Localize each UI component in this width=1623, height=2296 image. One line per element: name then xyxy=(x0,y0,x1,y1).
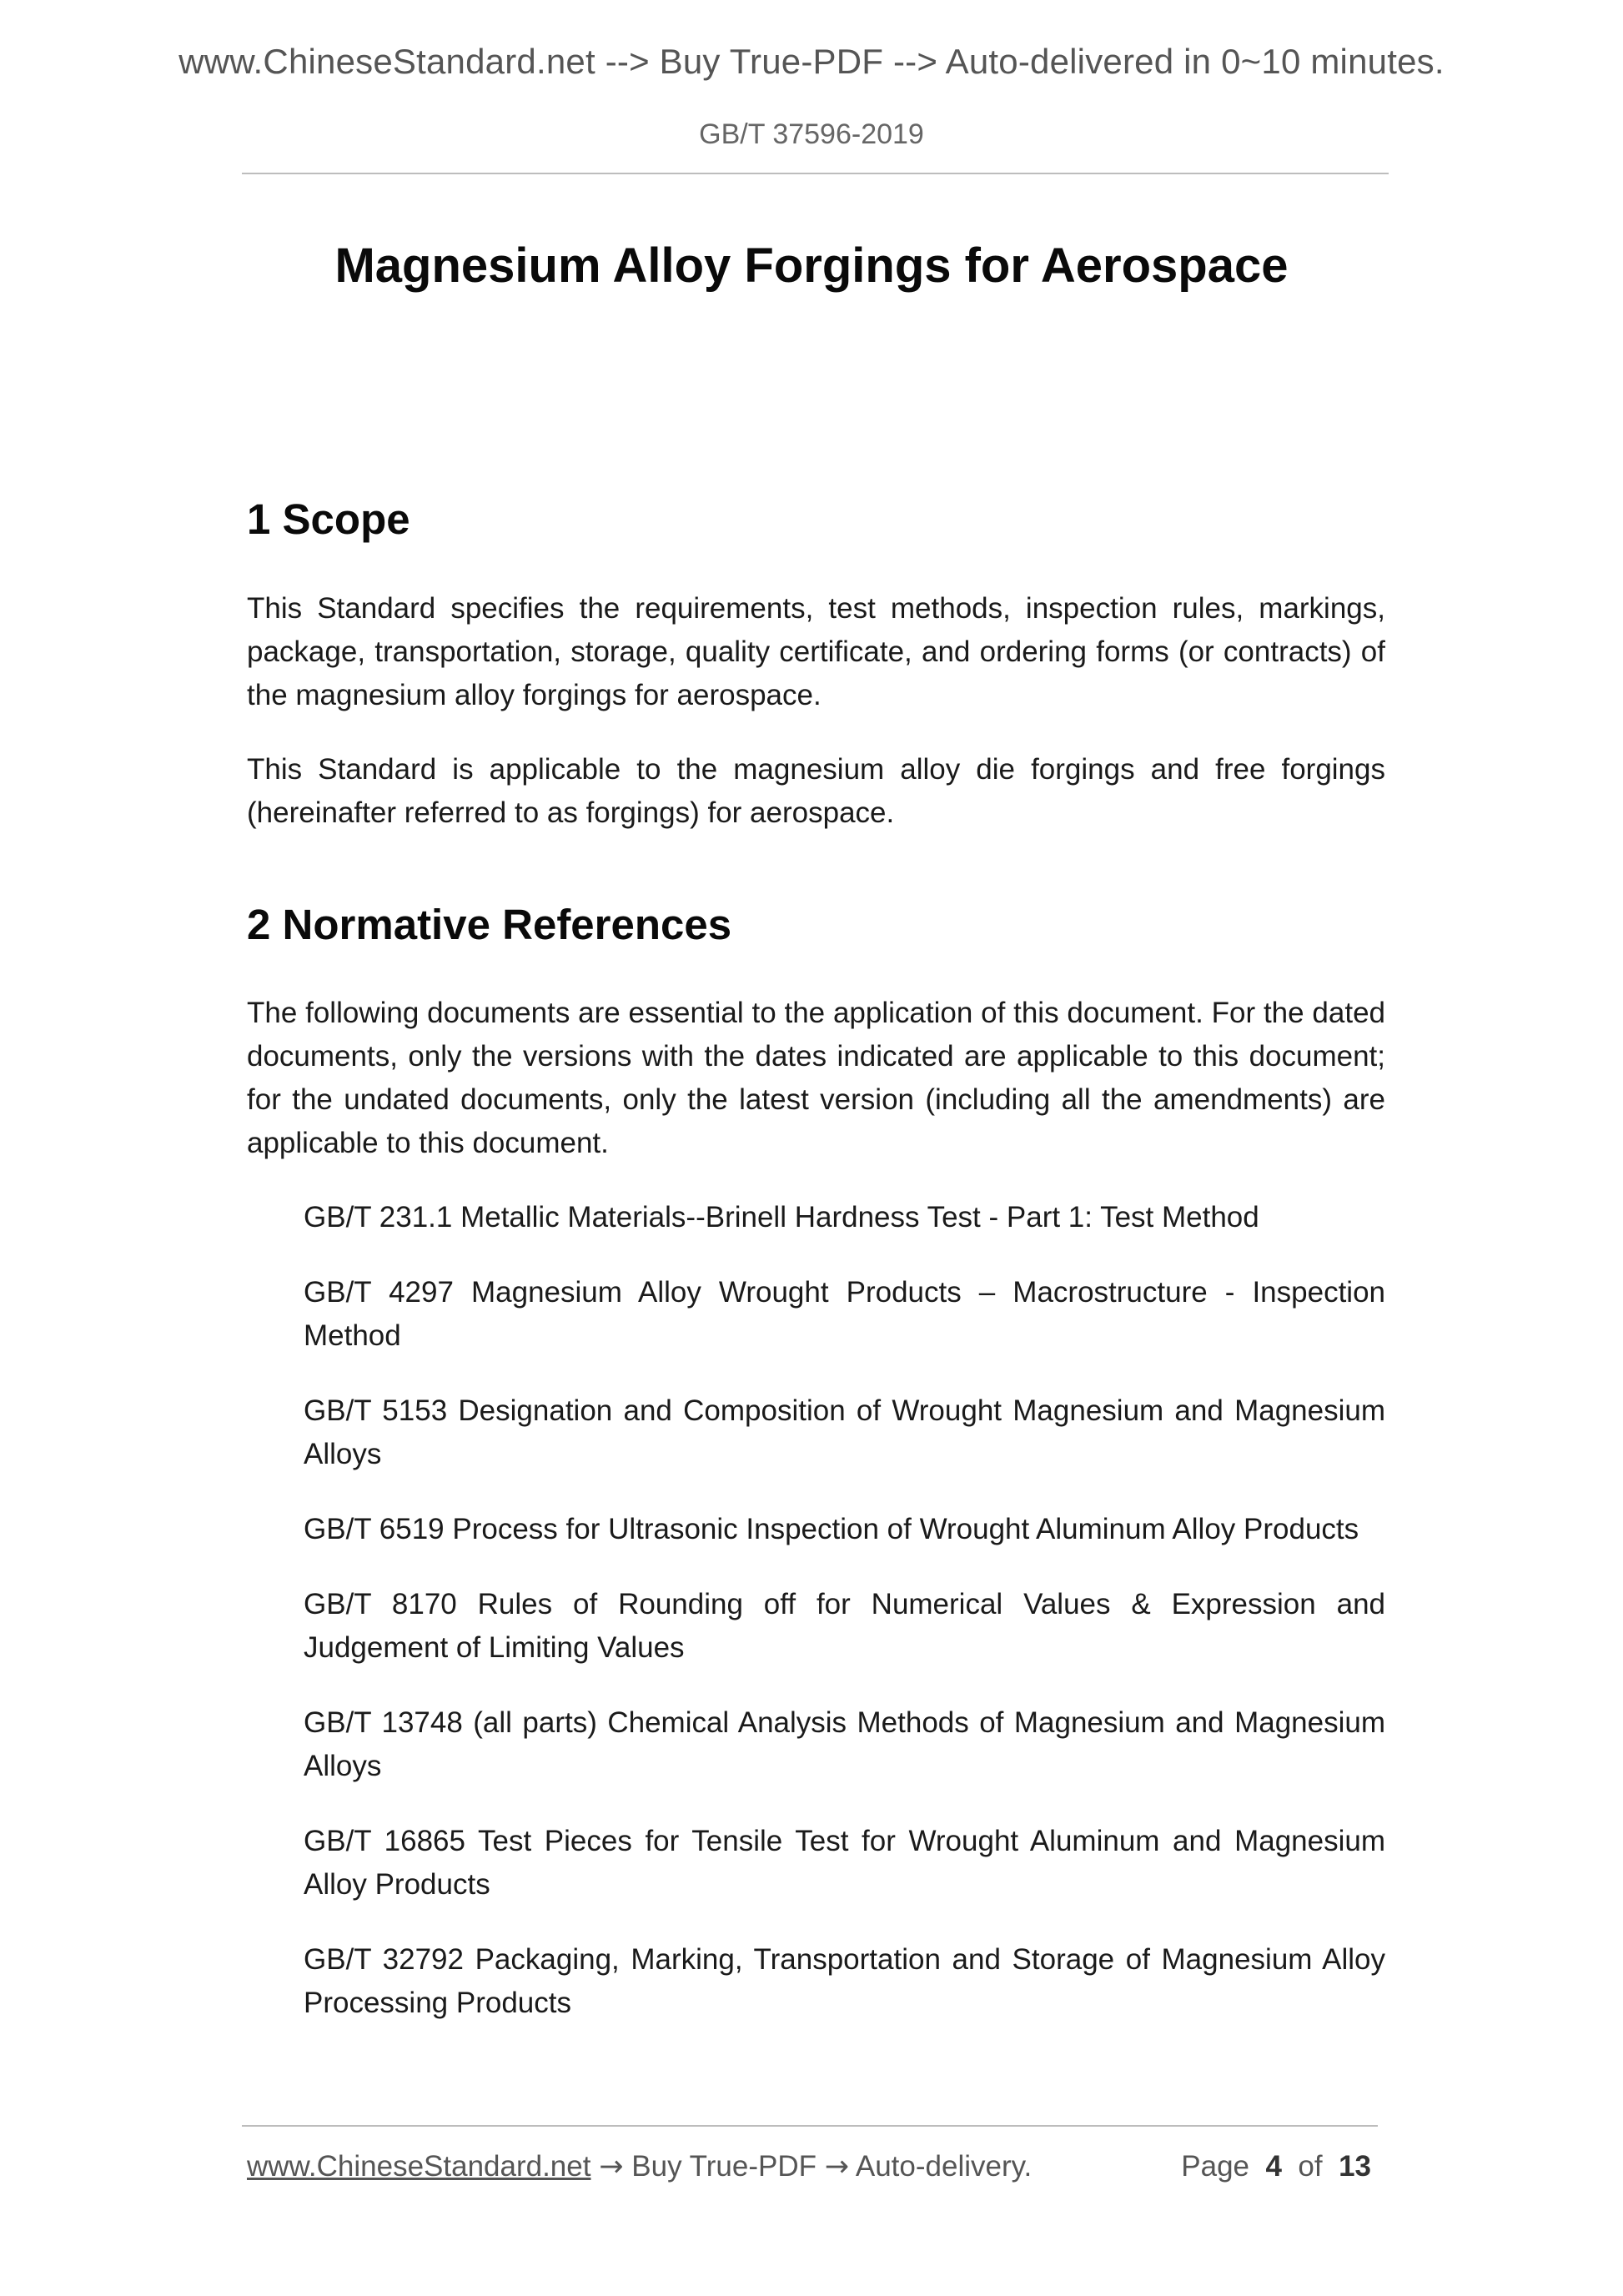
section-heading-normative-references: 2 Normative References xyxy=(247,901,732,948)
footer-divider xyxy=(242,2125,1378,2127)
section-heading-scope: 1 Scope xyxy=(247,495,410,543)
document-body xyxy=(247,490,1385,2025)
reference-item: GB/T 16865 Test Pieces for Tensile Test for Wrought Aluminum and Magnesium Alloy Products xyxy=(304,1825,1385,1901)
footer-delivery-text: Auto-delivery. xyxy=(855,2150,1033,2183)
reference-item: GB/T 32792 Packaging, Marking, Transportation and Storage of Magnesium Alloy Processing Products xyxy=(304,1943,1385,2019)
arrow-right-icon: → xyxy=(599,2150,624,2183)
current-page-number: 4 xyxy=(1265,2150,1282,2183)
footer-site-link[interactable]: www.ChineseStandard.net xyxy=(247,2150,591,2183)
reference-item: GB/T 13748 (all parts) Chemical Analysis Methods of Magnesium and Magnesium Alloys xyxy=(304,1706,1385,1782)
scope-paragraph-2: This Standard is applicable to the magnesium alloy die forgings and free forgings (hereinafter referred to as forgings) for aerospace. xyxy=(247,753,1385,829)
page-label: Page xyxy=(1181,2150,1250,2183)
total-pages-number: 13 xyxy=(1339,2150,1371,2183)
arrow-right-icon: → xyxy=(824,2150,850,2183)
reference-item: GB/T 6519 Process for Ultrasonic Inspection of Wrought Aluminum Alloy Products xyxy=(304,1513,1359,1545)
reference-item: GB/T 5153 Designation and Composition of Wrought Magnesium and Magnesium Alloys xyxy=(304,1394,1385,1470)
footer-buy-text: Buy True-PDF xyxy=(631,2150,817,2183)
footer xyxy=(247,2150,1378,2183)
reference-item: GB/T 4297 Magnesium Alloy Wrought Products – Macrostructure - Inspection Method xyxy=(304,1276,1385,1352)
scope-paragraph-1: This Standard specifies the requirements, test methods, inspection rules, markings, package, transportation, storage, quality certificate, and ordering forms (or contracts) of the magnesium alloy forgings for aerospace. xyxy=(247,592,1385,711)
page-title: Magnesium Alloy Forgings for Aerospace xyxy=(334,239,1289,293)
reference-item: GB/T 231.1 Metallic Materials--Brinell Hardness Test - Part 1: Test Method xyxy=(304,1201,1259,1233)
top-banner[interactable]: www.ChineseStandard.net --> Buy True-PDF --> Auto-delivered in 0~10 minutes. xyxy=(178,42,1445,81)
document-code: GB/T 37596-2019 xyxy=(699,118,924,150)
reference-item: GB/T 8170 Rules of Rounding off for Numerical Values & Expression and Judgement of Limiting Values xyxy=(304,1588,1385,1664)
normative-intro-paragraph: The following documents are essential to the application of this document. For the dated documents, only the versions with the dates indicated are applicable to this document; for the undated documents, only the latest version (including all the amendments) are applicable to this document. xyxy=(247,997,1385,1159)
of-label: of xyxy=(1298,2150,1323,2183)
header-divider xyxy=(242,173,1389,174)
page-indicator xyxy=(1181,2150,1371,2183)
